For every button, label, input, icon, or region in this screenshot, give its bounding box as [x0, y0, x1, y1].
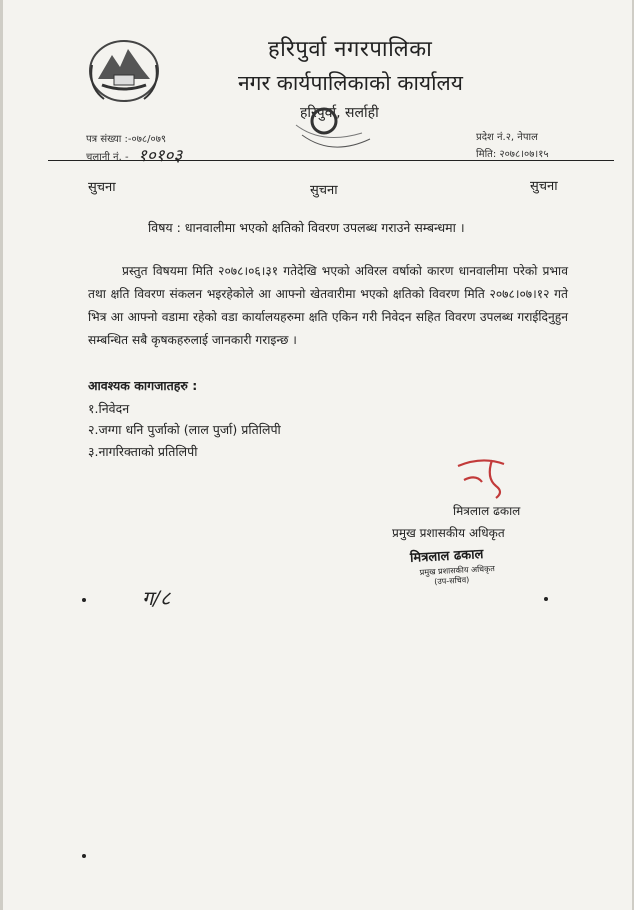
dispatch-number: १०१०३ — [138, 146, 183, 166]
header-divider — [48, 160, 614, 161]
stamp-line: (उप-सचिव) — [434, 575, 470, 587]
office-title: नगर कार्यपालिकाको कार्यालय — [238, 71, 463, 95]
signatory-title: प्रमुख प्रशासकीय अधिकृत — [392, 526, 505, 540]
signature-icon — [452, 454, 516, 502]
notice-label-center: सुचना — [310, 183, 338, 198]
stamp-name: मित्रलाल ढकाल — [409, 547, 484, 566]
province-label: प्रदेश नं.२, नेपाल — [476, 132, 538, 143]
dispatch-label: चलानी नं. - — [86, 152, 129, 163]
municipality-title: हरिपुर्वा नगरपालिका — [268, 37, 433, 62]
notice-label-left: सुचना — [88, 180, 116, 195]
signatory-name: मित्रलाल ढकाल — [453, 504, 521, 518]
required-docs-heading: आवश्यक कागजातहरु : — [88, 378, 198, 393]
stamp-line: प्रमुख प्रशासकीय अधिकृत — [419, 564, 496, 577]
required-doc-item: १.निवेदन — [88, 401, 130, 416]
office-seal-icon — [282, 95, 382, 157]
required-doc-item: २.जग्गा धनि पुर्जाको (लाल पुर्जा) प्रतिलिपी — [88, 422, 281, 437]
required-doc-item: ३.नागरिक्ताको प्रतिलिपी — [88, 444, 198, 459]
scan-mark — [82, 598, 86, 602]
nepal-emblem-icon — [84, 35, 164, 107]
scan-edge-left — [0, 0, 3, 910]
scan-mark — [544, 597, 548, 601]
office-address: हरिपुर्वा, सर्लाही — [300, 105, 379, 121]
notice-body: प्रस्तुत विषयमा मिति २०७८।०६।३१ गतेदेखि भएको अविरल वर्षाको कारण धानवालीमा परेको प्रभाव तथा क्षति विवरण संकलन भइरहेकोले आ आफ्नो खेतवारीमा भएको क्षतिको विवरण मिति २०७८।०७।१२ गते भित्र आ आफ्नो वडामा रहेको वडा कार्यालयहरुमा क्षति एकिन गरी निवेदन सहित विवरण उपलब्ध गराईदिनुहुन सम्बन्धित सबै कृषकहरुलाई जानकारी गराइन्छ । — [88, 264, 568, 347]
scan-mark — [82, 854, 86, 858]
subject-line: विषय : धानवालीमा भएको क्षतिको विवरण उपलब्ध गराउने सम्बन्धमा । — [148, 220, 465, 235]
stamp-designation — [420, 564, 496, 588]
date-label: मिति: २०७८।०७।१५ — [476, 149, 549, 160]
notice-label-right: सुचना — [530, 179, 558, 194]
reference-number: पत्र संख्या :-०७८/०७९ — [86, 134, 167, 145]
handwritten-note: ग/८ — [142, 586, 171, 610]
